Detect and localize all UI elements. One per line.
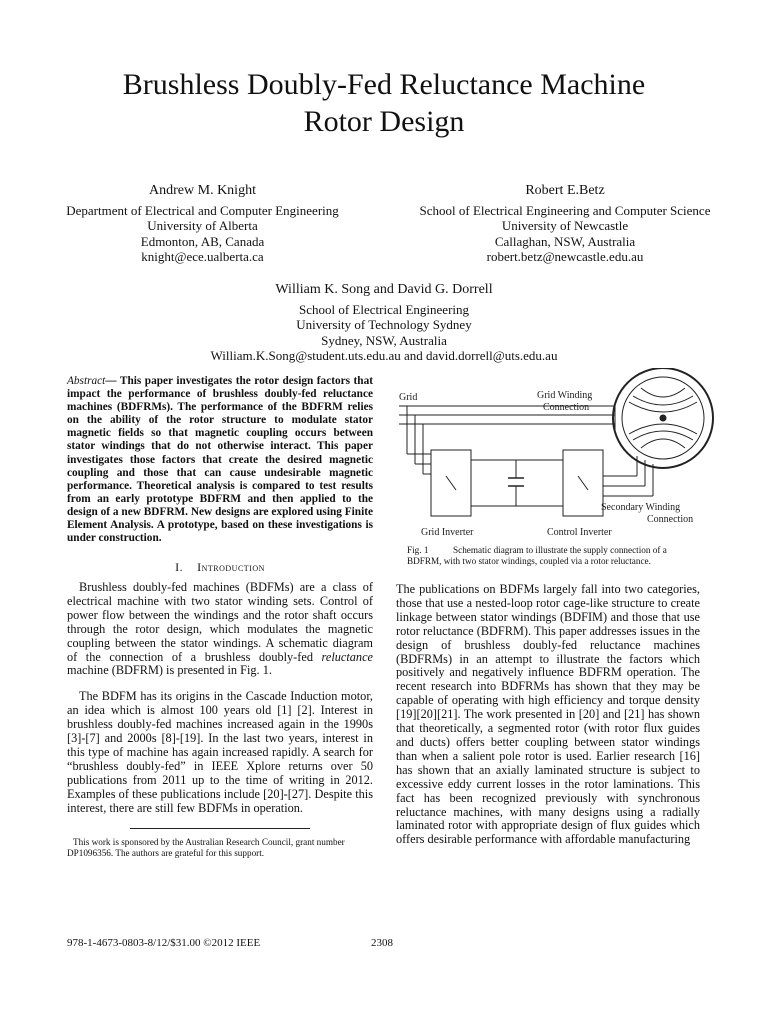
- control-inverter-label: Control Inverter: [547, 527, 612, 538]
- author-name: William K. Song and David G. Dorrell: [275, 282, 493, 297]
- author-name: Robert E.Betz: [525, 183, 605, 198]
- author-block-2: [400, 183, 730, 265]
- grid-label: Grid: [399, 392, 418, 403]
- left-column-body: [67, 581, 373, 816]
- secondary-winding-label: Connection: [647, 514, 694, 525]
- grid-winding-label: Connection: [543, 402, 590, 413]
- grid-winding-label: Grid Winding: [537, 390, 593, 401]
- grid-inverter-label: Grid Inverter: [421, 527, 474, 538]
- author-block-1: [40, 183, 365, 265]
- figure-1-schematic: [393, 368, 723, 540]
- abstract: [67, 375, 373, 545]
- section-heading: [67, 560, 373, 575]
- copyright-footer: 978-1-4673-0803-8/12/$31.00 ©2012 IEEE: [67, 937, 261, 949]
- affiliation-line: School of Electrical Engineering and Computer Science: [419, 202, 711, 218]
- emphasis-text: reluctance: [321, 649, 373, 664]
- secondary-winding-label: Secondary Winding: [601, 502, 681, 513]
- paper-title: [0, 66, 768, 140]
- section-title: Introduction: [197, 560, 265, 574]
- footnote-rule: [130, 828, 310, 829]
- section-number: I.: [175, 560, 184, 574]
- abstract-text: This paper investigates the rotor design factors that impact the performance of brushless doubly-fed reluctance machines (BDFRMs). The performance of the BDFRM relies on the ability of the rotor structure to modulate stator magnetic fields so that magnetic coupling occurs between stator windings that do not otherwise interact. This paper investigates those factors that create the desired magnetic coupling and those that can cause undesirable magnetic performance. Theoretical analysis is compared to test results from an early prototype BDFRM and then applied to the design of a new BDFRM. New designs are explored using Finite Element Analysis. A prototype, based on these investigations is under construction.: [67, 375, 374, 545]
- figure-label: Fig. 1: [407, 545, 429, 555]
- author-email: robert.betz@newcastle.edu.au: [486, 249, 644, 264]
- paragraph: The publications on BDFMs largely fall into two categories, those that use a nested-loop rotor cage-like structure to create linkage between stator windings (BDFIM) and those that use rotor reluctance (BDFRM). This paper addresses issues in the design of brushless doubly-fed reluctance machines (BDFRMs) in an attempt to illustrate the factors which positively and negatively influence BDFRM operation. The recent research into BDFRMs has shown that they may be capable of operating with high efficiency and torque density [19][20][21]. The work presented in [20] and [21] has shown that theoretically, a segmented rotor (with rotor flux guides and ducts) offers better coupling between stator windings than when a salient pole rotor is used. Earlier research [16] has shown that an axially laminated structure is subject to excessive eddy current losses in the rotor laminations. This fact has been recognized previously with synchronous reluctance machines, with many designs using a radially laminated rotor with appropriate design of flux guides which offers desirable performance with affordable manufacturing: [396, 582, 700, 847]
- author-name: Andrew M. Knight: [149, 183, 256, 198]
- author-email: William.K.Song@student.uts.edu.au and david.dorrell@uts.edu.au: [210, 348, 558, 363]
- affiliation-line: Sydney, NSW, Australia: [321, 332, 447, 348]
- affiliation-line: Callaghan, NSW, Australia: [494, 233, 636, 249]
- author-block-3: [150, 282, 618, 364]
- title-line-2: Rotor Design: [303, 105, 465, 138]
- paragraph: [67, 581, 373, 678]
- author-email: knight@ece.ualberta.ca: [141, 249, 264, 264]
- paragraph: The BDFM has its origins in the Cascade Induction motor, an idea which is almost 100 years old [1] [2]. Interest in brushless doubly-fed machines increased again in the 1990s [3]-[7] and 2000s [8]-[19]. In the last two years, interest in this type of machine has again increased rapidly. A search for “brushless doubly-fed” in IEEE Xplore returns over 50 publications from 2011 up to the time of writing in 2012. Examples of these publications include [20]-[27]. Despite this interest, there are still few BDFMs in operation.: [67, 689, 373, 815]
- caption-text: BDFRM, with two stator windings, coupled via a rotor reluctance.: [407, 556, 651, 566]
- affiliation-line: University of Technology Sydney: [296, 317, 472, 332]
- right-column-body: [396, 583, 700, 847]
- affiliation-line: University of Alberta: [147, 218, 258, 233]
- paragraph-text: machine (BDFRM) is presented in Fig. 1.: [67, 663, 272, 678]
- footnote-line: This work is sponsored by the Australian Research Council, grant number: [73, 837, 345, 847]
- affiliation-line: University of Newcastle: [501, 218, 629, 233]
- abstract-lead: Abstract: [67, 375, 106, 387]
- footnote: [67, 837, 377, 859]
- affiliation-line: Edmonton, AB, Canada: [140, 233, 265, 249]
- affiliation-line: Department of Electrical and Computer Engineering: [66, 202, 339, 218]
- footnote-line: DP1096356. The authors are grateful for this support.: [67, 848, 265, 858]
- affiliation-line: School of Electrical Engineering: [298, 301, 470, 317]
- title-line-1: Brushless Doubly-Fed Reluctance Machine: [122, 68, 646, 101]
- caption-text: Schematic diagram to illustrate the supply connection of a: [453, 545, 667, 555]
- page-number: 2308: [371, 937, 393, 949]
- paragraph-text: Brushless doubly-fed machines (BDFMs) are a class of electrical machine with two stator winding sets. Control of power flow between the windings and the rotor shaft occurs through the rotor design, which modulates the magnetic coupling between the stator windings. A schematic diagram of the connection of a brushless doubly-fed: [67, 580, 373, 664]
- abstract-dash: —: [105, 375, 120, 387]
- figure-caption: [407, 545, 697, 567]
